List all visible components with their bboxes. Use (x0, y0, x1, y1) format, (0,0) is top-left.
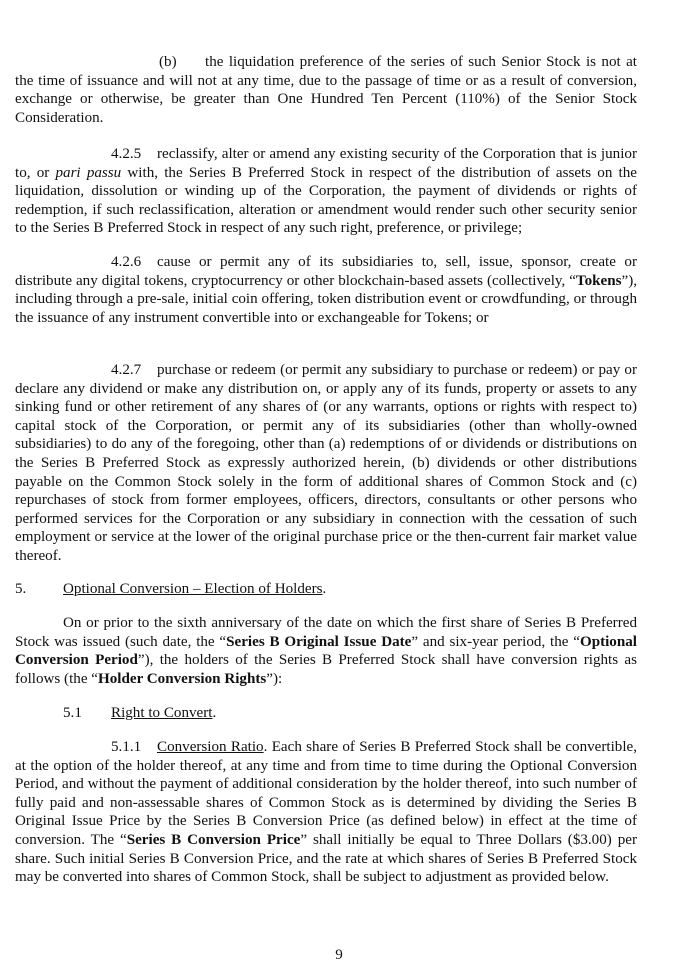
defined-term: Tokens (575, 272, 622, 289)
section-number: 5. (15, 581, 27, 597)
section-text: reclassify, alter or amend any existing security of the Corporation that is junior to, or (15, 146, 637, 181)
section-number: 4.2.6 (111, 254, 142, 270)
section-5-1-heading (15, 704, 637, 723)
section-5-heading (15, 580, 637, 599)
defined-term: Optional Conversion Period (15, 633, 637, 669)
section-heading: Right to Convert (111, 705, 213, 721)
section-5-body (15, 614, 637, 688)
section-text: with, the Series B Preferred Stock in respect of the distribution of assets on the liquidation, dissolution or winding up of the Corporation, the payment of dividends or rights of redemption, if such reclassification, alteration or amendment would render such other security senior to the Series B Preferred Stock in respect of any such right, preference, or privilege; (15, 164, 637, 237)
defined-term: Series B Conversion Price (126, 831, 301, 848)
section-heading: Optional Conversion – Election of Holders (63, 581, 323, 597)
section-number: 4.2.5 (111, 146, 142, 162)
body-text: ”): (266, 670, 283, 687)
section-number: 4.2.7 (111, 362, 142, 378)
section-heading: Conversion Ratio (157, 739, 264, 755)
heading-period: . (322, 581, 327, 597)
section-text: . Each share of Series B Preferred Stock shall be convertible, at the option of the holder thereof, at any time and from time to time during the Optional Conversion Period, and without the payment of additional consideration by the holder thereof, into such number of fully paid and non-assessable shares of Common Stock as is determined by dividing the Series B Original Issue Price by the Series B Conversion Price (as defined below) in effect at the time of conversion. The “ (15, 739, 637, 848)
paragraph-b (15, 53, 637, 127)
section-text: ” shall initially be equal to Three Dollars ($3.00) per share. Such initial Series B Conversion Price, and the rate at which shares of Series B Preferred Stock may be converted into shares of Common Stock, shall be subject to adjustment as provided below. (15, 831, 637, 886)
section-4-2-6 (15, 253, 637, 327)
body-text: ” and six-year period, the “ (411, 633, 580, 650)
section-text: purchase or redeem (or permit any subsidiary to purchase or redeem) or pay or declare any dividend or make any distribution on, or apply any of its funds, property or assets to any sinking fund or other retirement of any shares of (or any warrants, options or rights with respect to) capital stock of the Corporation, or permit any of its subsidiaries (other than wholly-owned subsidiaries) to do any of the foregoing, other than (a) redemptions of or dividends or distributions on the Series B Preferred Stock as expressly authorized herein, (b) dividends or other distributions payable on the Common Stock solely in the form of additional shares of Common Stock and (c) repurchases of stock from former employees, officers, directors, consultants or other persons who performed services for the Corporation or any subsidiary in connection with the cessation of such employment or service at the lower of the original purchase price or the then-current fair market value thereof. (15, 362, 637, 564)
italic-term: pari passu (55, 164, 122, 181)
section-text: cause or permit any of its subsidiaries to, sell, issue, sponsor, create or distribute any digital tokens, cryptocurrency or other blockchain-based assets (collectively, “ (15, 254, 637, 289)
section-4-2-5 (15, 145, 637, 238)
page-number: 9 (335, 947, 343, 963)
section-5-1-1 (15, 738, 637, 887)
paragraph-b-text: the liquidation preference of the series of such Senior Stock is not at the time of issuance and will not at any time, due to the passage of time or as a result of conversion, exchange or otherwise, be greater than One Hundred Ten Percent (110%) of the Senior Stock Consideration. (15, 54, 637, 126)
clause-label-b: (b) (159, 54, 177, 70)
heading-period: . (212, 705, 217, 721)
section-text: ”), including through a pre-sale, initial coin offering, token distribution event or crowdfunding, or through the issuance of any instrument convertible into or exchangeable for Tokens; or (15, 272, 637, 326)
defined-term: Series B Original Issue Date (226, 633, 412, 650)
section-4-2-7 (15, 361, 637, 566)
body-text: On or prior to the sixth anniversary of the date on which the first share of Series B Preferred Stock was issued (such date, the “ (15, 615, 637, 650)
section-number: 5.1.1 (111, 739, 142, 755)
section-number: 5.1 (63, 705, 82, 721)
defined-term: Holder Conversion Rights (98, 670, 267, 687)
body-text: ”), the holders of the Series B Preferred Stock shall have conversion rights as follows (the “ (15, 652, 637, 687)
